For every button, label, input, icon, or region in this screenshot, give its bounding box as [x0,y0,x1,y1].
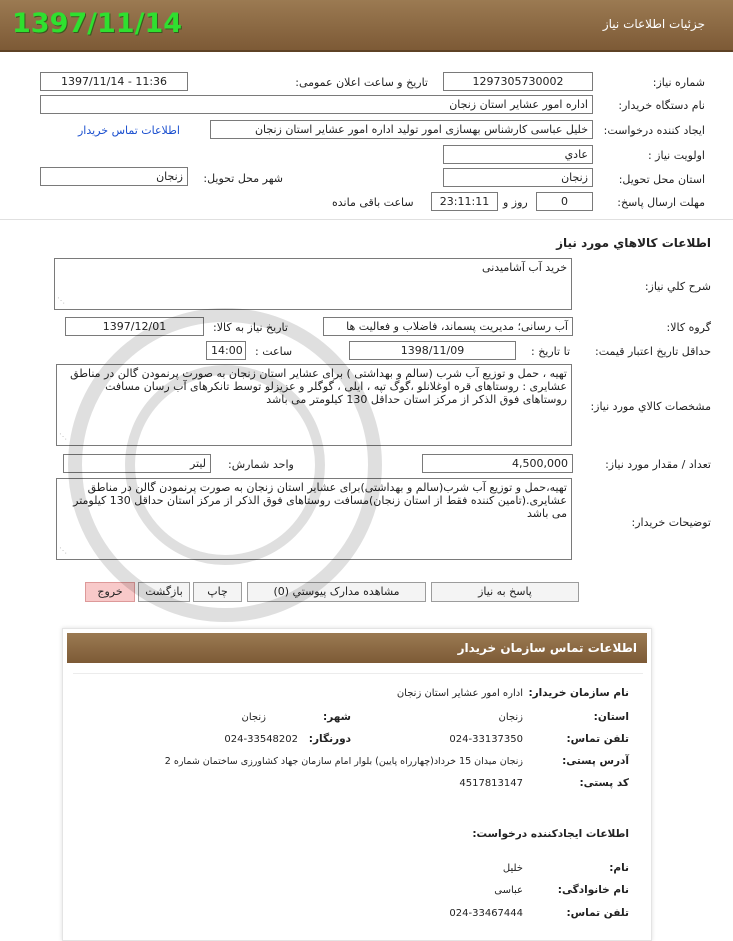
delivery-province-field: زنجان [443,168,593,187]
contact-card-header [67,633,647,663]
price-validity-label: حداقل تاریخ اعتبار قیمت: [595,345,711,358]
org-name-label: نام سازمان خریدار: [528,687,629,699]
postal-label: کد پستی: [579,777,629,789]
deadline-label: مهلت ارسال پاسخ: [617,196,705,209]
validity-time-field: 14:00 [206,341,246,360]
creator-label: ایجاد کننده درخواست: [603,124,705,137]
specs-label: مشخصات کالاي مورد نياز: [590,400,711,413]
phone-value: 024-33137350 [449,734,523,745]
print-button[interactable]: چاپ [193,582,242,602]
deadline-days-field: 0 [536,192,593,211]
buyer-org-label: نام دستگاه خریدار: [618,99,705,112]
phone-label: تلفن تماس: [566,733,629,745]
buyer-contact-card [62,628,652,941]
address-label: آدرس پستی: [562,755,629,767]
buyer-notes-text: تهیه،حمل و توزیع آب شرب(سالم و بهداشتی)برای عشایر استان زنجان به صورت پرنمودن گالن در مناطق عشایری.(تامین کننده فقط از استان زنجان)مسافت روستاهای فوق الذکر از مرکز استان حداقل 130 کیلومتر می باشد [73,481,567,520]
reply-button[interactable]: پاسخ به نیاز [431,582,579,602]
priority-field: عادي [443,145,593,164]
specs-field [56,364,572,446]
fax-label: دورنگار: [308,733,351,745]
remaining-label: ساعت باقی مانده [332,196,414,209]
buyer-notes-label: توضیحات خریدار: [631,516,711,529]
quantity-label: تعداد / مقدار مورد نیاز: [605,458,711,471]
general-desc-field [54,258,572,310]
creator-field: خلیل عباسی کارشناس بهسازی امور تولید اداره امور عشایر استان زنجان [210,120,593,139]
section-divider [0,219,733,220]
address-value: زنجان میدان 15 خرداد(چهارراه پایین) بلوار امام سازمان جهاد کشاورزی ساختمان شماره 2 [164,756,523,767]
unit-field: لیتر [63,454,211,473]
buyer-notes-field [56,478,572,560]
general-desc-label: شرح کلي نياز: [644,280,711,293]
quantity-field: 4,500,000 [422,454,573,473]
unit-label: واحد شمارش: [228,458,294,471]
need-date-label: تاریخ نیاز به کالا: [213,321,288,334]
back-button[interactable]: بازگشت [138,582,190,602]
need-number-field: 1297305730002 [443,72,593,91]
general-desc-text: خرید آب آشامیدنی [482,261,567,274]
last-name-label: نام خانوادگی: [557,884,629,896]
announce-field: 1397/11/14 - 11:36 [40,72,188,91]
fax-value: 024-33548202 [224,734,298,745]
creator-section-title: اطلاعات ایجادکننده درخواست: [472,828,629,840]
buyer-contact-link[interactable]: اطلاعات تماس خریدار [78,124,180,137]
delivery-city-field: زنجان [40,167,188,186]
until-date-label: تا تاریخ : [531,345,570,358]
delivery-province-label: استان محل تحویل: [618,173,705,186]
resize-grip-icon: ⋰ [57,296,65,305]
deadline-time-field: 23:11:11 [431,192,498,211]
creator-phone-label: تلفن تماس: [566,907,629,919]
province-label: استان: [593,711,629,723]
validity-date-field: 1398/11/09 [349,341,516,360]
buyer-org-field: اداره امور عشایر استان زنجان [40,95,593,114]
priority-label: اولویت نیاز : [647,149,705,162]
specs-text: تهیه ، حمل و توزیع آب شرب (سالم و بهداشتی ) برای عشایر استان زنجان به صورت پرنمودن گالن در مناطق عشایری : روستاهای قره اوغلانلو ،گوگ تپه ، ایلی ، گوگلر و عزیزلو توسط تانکرهای آب رسان مسافت روستاهای فوق الذکر از مرکز استان حداقل 130 کیلومتر می باشد [70,367,567,406]
goods-group-label: گروه کالا: [666,321,711,334]
city-label: شهر: [323,711,351,723]
need-date-field: 1397/12/01 [65,317,204,336]
resize-grip-icon: ⋰ [59,546,67,555]
validity-time-label: ساعت : [255,345,293,358]
announce-label: تاریخ و ساعت اعلان عمومی: [295,76,428,89]
resize-grip-icon: ⋰ [59,432,67,441]
city-value: زنجان [241,712,266,723]
goods-section-title: اطلاعات کالاهاي مورد نياز [556,236,711,250]
attachments-button[interactable]: مشاهده مدارک پیوستي (0) [247,582,426,602]
exit-button[interactable]: خروج [85,582,135,602]
page-header [0,0,733,52]
contact-card-title: اطلاعات تماس سازمان خریدار [457,641,637,655]
first-name-label: نام: [609,862,629,874]
first-name-value: خلیل [502,863,523,874]
last-name-value: عباسی [494,885,523,896]
contact-card-divider [73,673,643,674]
page-title: جزئیات اطلاعات نیاز [602,17,705,31]
need-number-label: شماره نیاز: [652,76,705,89]
org-name-value: اداره امور عشایر استان زنجان [396,688,523,699]
header-date: 1397/11/14 [12,8,183,39]
day-and-label: روز و [503,196,528,209]
creator-phone-value: 024-33467444 [449,908,523,919]
postal-value: 4517813147 [459,778,523,789]
province-value: زنجان [498,712,523,723]
goods-group-field: آب رسانی؛ مدیریت پسماند، فاضلاب و فعالیت ها [323,317,573,336]
delivery-city-label: شهر محل تحویل: [203,172,283,185]
